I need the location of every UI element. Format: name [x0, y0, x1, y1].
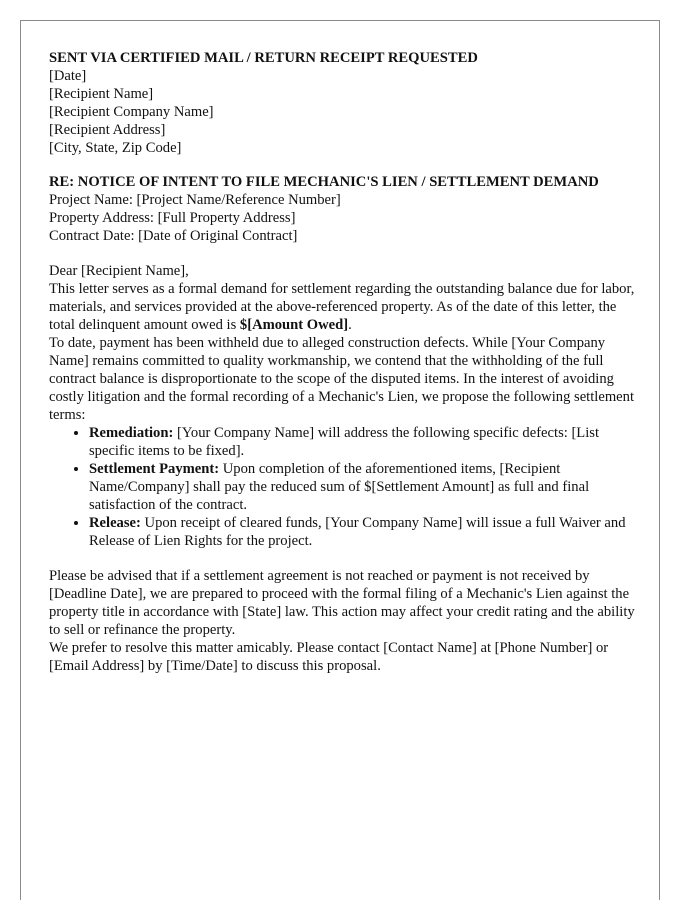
- demand-paragraph-text: This letter serves as a formal demand for settlement regarding the outstanding balance due for labor, materials, and services provided at the above-referenced property. As of the date of this letter, the total delinquent amount owed is: [49, 281, 635, 333]
- demand-paragraph-end: .: [348, 317, 352, 333]
- property-address-line: Property Address: [Full Property Address]: [49, 210, 296, 226]
- letter-body: [49, 49, 635, 675]
- term-label-settlement-payment: Settlement Payment:: [89, 461, 220, 477]
- recipient-block: [49, 85, 635, 157]
- term-text-remediation: [Your Company Name] will address the following specific defects: [List specific items to be fixed].: [89, 425, 600, 459]
- contact-paragraph: We prefer to resolve this matter amicably. Please contact [Contact Name] at [Phone Number] or [Email Address] by [Time/Date] to discuss this proposal.: [49, 640, 609, 674]
- term-label-release: Release:: [89, 515, 141, 531]
- recipient-city-state-zip: [City, State, Zip Code]: [49, 140, 182, 156]
- amount-owed: $[Amount Owed]: [239, 317, 349, 333]
- list-item: [89, 424, 635, 460]
- lien-warning-paragraph: Please be advised that if a settlement agreement is not reached or payment is not received by [Deadline Date], we are prepared to proceed with the formal filing of a Mechanic's Lien against the property title in accordance with [State] law. This action may affect your credit rating and the ability to sell or refinance the property.: [49, 568, 635, 638]
- term-text-release: Upon receipt of cleared funds, [Your Company Name] will issue a full Waiver and Release of Lien Rights for the project.: [89, 515, 626, 549]
- list-item: [89, 460, 635, 514]
- settlement-terms-list: [49, 424, 635, 550]
- letter-date: [Date]: [49, 68, 87, 84]
- re-line: RE: NOTICE OF INTENT TO FILE MECHANIC'S LIEN / SETTLEMENT DEMAND: [49, 174, 599, 190]
- term-label-remediation: Remediation:: [89, 425, 174, 441]
- project-name-line: Project Name: [Project Name/Reference Number]: [49, 192, 341, 208]
- term-text-settlement-payment: Upon completion of the aforementioned items, [Recipient Name/Company] shall pay the reduced sum of $[Settlement Amount] as full and final satisfaction of the contract.: [89, 461, 590, 513]
- recipient-address: [Recipient Address]: [49, 122, 166, 138]
- letter-page: [20, 20, 660, 900]
- list-item: [89, 514, 635, 550]
- mail-header: SENT VIA CERTIFIED MAIL / RETURN RECEIPT REQUESTED: [49, 50, 478, 66]
- reference-block: [49, 173, 635, 245]
- recipient-company: [Recipient Company Name]: [49, 104, 214, 120]
- dispute-paragraph: To date, payment has been withheld due to alleged construction defects. While [Your Company Name] remains committed to quality workmanship, we contend that the withholding of the full contract balance is disproportionate to the scope of the disputed items. In the interest of avoiding costly litigation and the formal recording of a Mechanic's Lien, we propose the following settlement terms:: [49, 335, 634, 423]
- salutation: Dear [Recipient Name],: [49, 263, 189, 279]
- recipient-name: [Recipient Name]: [49, 86, 154, 102]
- contract-date-line: Contract Date: [Date of Original Contract]: [49, 228, 298, 244]
- demand-paragraph: [49, 280, 635, 334]
